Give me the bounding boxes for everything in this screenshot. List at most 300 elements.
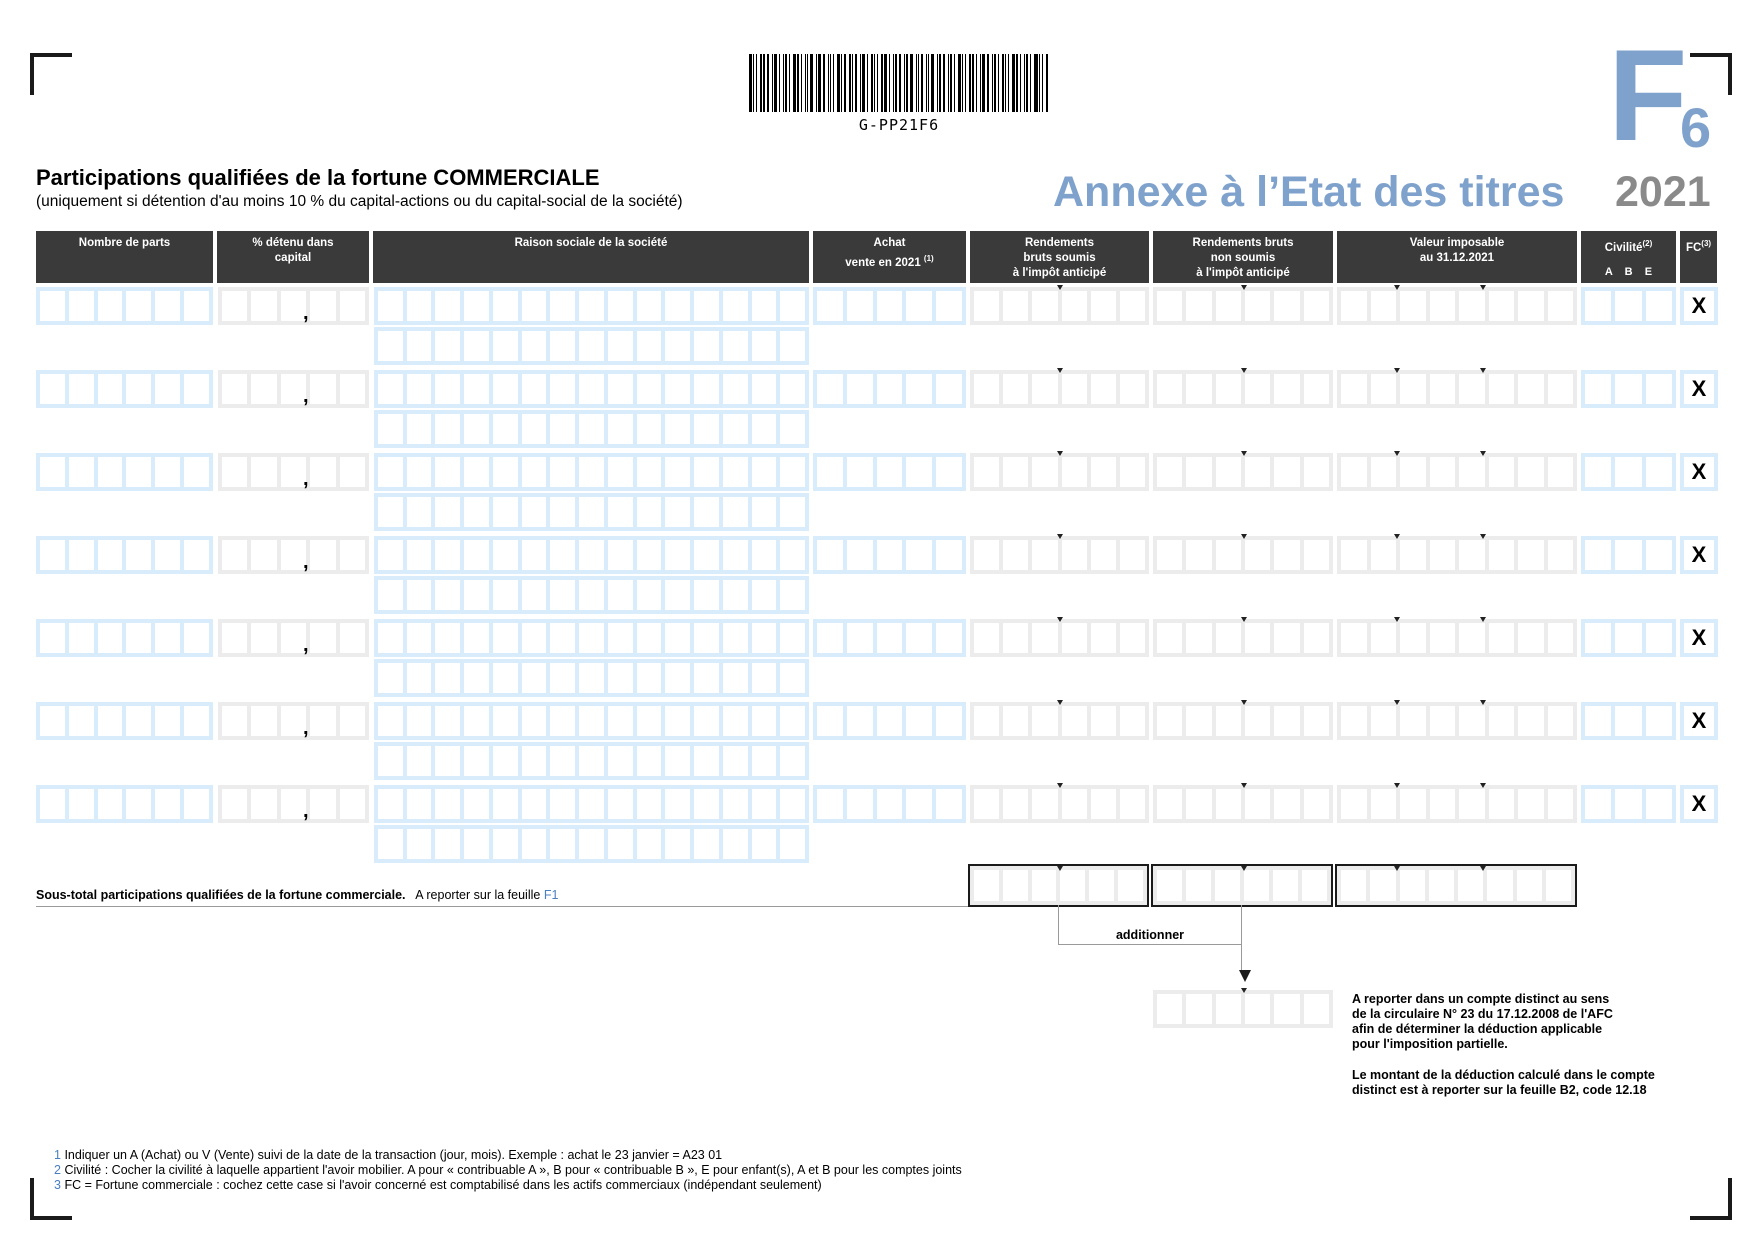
fc-checkbox[interactable]: X (1680, 287, 1718, 325)
raison-sociale-field-line1-cell[interactable] (579, 291, 604, 321)
nombre-parts-field-cell[interactable] (98, 706, 123, 736)
raison-sociale-field-line1-cell[interactable] (665, 457, 690, 487)
pct-capital-field-cell[interactable] (222, 623, 247, 653)
rendements-soumis-field[interactable] (970, 619, 1149, 657)
raison-sociale-field-line1-cell[interactable] (694, 623, 719, 653)
valeur-imposable-field-cell[interactable] (1518, 540, 1544, 570)
raison-sociale-field-line1-cell[interactable] (608, 457, 633, 487)
valeur-imposable-field-cell[interactable] (1371, 457, 1397, 487)
raison-sociale-field-line1-cell[interactable] (493, 706, 518, 736)
raison-sociale-field-line2-cell[interactable] (608, 414, 633, 444)
raison-sociale-field-line2-cell[interactable] (780, 331, 805, 361)
raison-sociale-field-line2-cell[interactable] (464, 331, 489, 361)
pct-capital-field-cell[interactable] (222, 374, 247, 404)
rendements-non-soumis-field-cell[interactable] (1245, 540, 1270, 570)
subtotal-valeur-imposable-field-cell[interactable] (1400, 870, 1425, 901)
raison-sociale-field-line1-cell[interactable] (579, 623, 604, 653)
nombre-parts-field-cell[interactable] (69, 789, 94, 819)
pct-capital-field-cell[interactable] (251, 789, 276, 819)
valeur-imposable-field-cell[interactable] (1548, 457, 1574, 487)
raison-sociale-field-line2-cell[interactable] (579, 663, 604, 693)
pct-capital-field-cell[interactable] (310, 623, 335, 653)
valeur-imposable-field-cell[interactable] (1518, 789, 1544, 819)
civilite-field[interactable] (1581, 287, 1676, 325)
subtotal-valeur-imposable-field-cell[interactable] (1429, 870, 1454, 901)
rendements-non-soumis-field-cell[interactable] (1274, 706, 1299, 736)
raison-sociale-field-line2-cell[interactable] (378, 414, 403, 444)
nombre-parts-field-cell[interactable] (126, 623, 151, 653)
civilite-field-cell[interactable] (1585, 789, 1611, 819)
subtotal-valeur-imposable-field-cell[interactable] (1517, 870, 1542, 901)
pct-capital-field-cell[interactable] (310, 291, 335, 321)
achat-vente-field-cell[interactable] (906, 457, 932, 487)
raison-sociale-field-line2-cell[interactable] (579, 497, 604, 527)
rendements-non-soumis-field-cell[interactable] (1186, 291, 1211, 321)
rendements-non-soumis-field-cell[interactable] (1304, 540, 1329, 570)
achat-vente-field-cell[interactable] (936, 291, 962, 321)
raison-sociale-field-line2-cell[interactable] (522, 829, 547, 859)
rendements-soumis-field[interactable] (970, 370, 1149, 408)
pct-capital-field-cell[interactable] (222, 540, 247, 570)
raison-sociale-field-line2-cell[interactable] (550, 829, 575, 859)
civilite-field-cell[interactable] (1646, 457, 1672, 487)
rendements-non-soumis-field-cell[interactable] (1304, 623, 1329, 653)
achat-vente-field-cell[interactable] (847, 789, 873, 819)
raison-sociale-field-line2-cell[interactable] (407, 829, 432, 859)
rendements-soumis-field[interactable] (970, 536, 1149, 574)
raison-sociale-field-line1-cell[interactable] (665, 374, 690, 404)
raison-sociale-field-line2-cell[interactable] (608, 746, 633, 776)
raison-sociale-field-line2-cell[interactable] (723, 497, 748, 527)
raison-sociale-field-line1-cell[interactable] (723, 291, 748, 321)
raison-sociale-field-line2-cell[interactable] (550, 497, 575, 527)
raison-sociale-field-line1-cell[interactable] (752, 374, 777, 404)
rendements-non-soumis-field[interactable] (1153, 702, 1333, 740)
valeur-imposable-field-cell[interactable] (1341, 457, 1367, 487)
rendements-soumis-field-cell[interactable] (974, 291, 999, 321)
achat-vente-field[interactable] (813, 702, 966, 740)
raison-sociale-field-line1-cell[interactable] (550, 374, 575, 404)
rendements-soumis-field-cell[interactable] (1062, 540, 1087, 570)
nombre-parts-field-cell[interactable] (40, 706, 65, 736)
valeur-imposable-field-cell[interactable] (1400, 457, 1426, 487)
rendements-soumis-field-cell[interactable] (1062, 706, 1087, 736)
raison-sociale-field-line1-cell[interactable] (579, 706, 604, 736)
achat-vente-field-cell[interactable] (847, 706, 873, 736)
raison-sociale-field-line1-cell[interactable] (665, 291, 690, 321)
valeur-imposable-field-cell[interactable] (1371, 789, 1397, 819)
additionner-result-field-cell[interactable] (1157, 994, 1182, 1024)
raison-sociale-field-line2-cell[interactable] (694, 580, 719, 610)
achat-vente-field-cell[interactable] (906, 623, 932, 653)
raison-sociale-field-line1-cell[interactable] (407, 706, 432, 736)
raison-sociale-field-line1-cell[interactable] (665, 540, 690, 570)
raison-sociale-field-line1-cell[interactable] (522, 291, 547, 321)
rendements-soumis-field-cell[interactable] (1091, 540, 1116, 570)
nombre-parts-field-cell[interactable] (155, 374, 180, 404)
raison-sociale-field-line2[interactable] (374, 659, 809, 697)
valeur-imposable-field-cell[interactable] (1459, 623, 1485, 653)
achat-vente-field-cell[interactable] (817, 457, 843, 487)
rendements-non-soumis-field-cell[interactable] (1216, 374, 1241, 404)
fc-checkbox[interactable]: X (1680, 370, 1718, 408)
raison-sociale-field-line1-cell[interactable] (464, 457, 489, 487)
raison-sociale-field-line1-cell[interactable] (378, 457, 403, 487)
raison-sociale-field-line1-cell[interactable] (464, 540, 489, 570)
rendements-soumis-field-cell[interactable] (1032, 540, 1057, 570)
valeur-imposable-field-cell[interactable] (1430, 374, 1456, 404)
achat-vente-field-cell[interactable] (906, 291, 932, 321)
achat-vente-field-cell[interactable] (847, 457, 873, 487)
rendements-non-soumis-field-cell[interactable] (1186, 623, 1211, 653)
rendements-soumis-field-cell[interactable] (974, 706, 999, 736)
nombre-parts-field-cell[interactable] (98, 540, 123, 570)
raison-sociale-field-line1-cell[interactable] (608, 540, 633, 570)
subtotal-rendements-non-soumis-field-cell[interactable] (1215, 870, 1240, 901)
valeur-imposable-field-cell[interactable] (1518, 706, 1544, 736)
subtotal-rendements-soumis-field-cell[interactable] (1089, 870, 1114, 901)
rendements-non-soumis-field-cell[interactable] (1216, 789, 1241, 819)
nombre-parts-field-cell[interactable] (126, 789, 151, 819)
raison-sociale-field-line1-cell[interactable] (464, 623, 489, 653)
valeur-imposable-field-cell[interactable] (1430, 623, 1456, 653)
raison-sociale-field-line2-cell[interactable] (637, 580, 662, 610)
nombre-parts-field-cell[interactable] (184, 291, 209, 321)
achat-vente-field-cell[interactable] (936, 623, 962, 653)
raison-sociale-field-line1-cell[interactable] (780, 789, 805, 819)
raison-sociale-field-line1-cell[interactable] (694, 540, 719, 570)
rendements-soumis-field-cell[interactable] (1032, 457, 1057, 487)
raison-sociale-field-line2-cell[interactable] (407, 414, 432, 444)
civilite-field[interactable] (1581, 702, 1676, 740)
raison-sociale-field-line2-cell[interactable] (407, 663, 432, 693)
rendements-non-soumis-field-cell[interactable] (1274, 540, 1299, 570)
achat-vente-field-cell[interactable] (877, 374, 903, 404)
pct-capital-field[interactable] (218, 287, 369, 325)
rendements-soumis-field-cell[interactable] (1120, 540, 1145, 570)
nombre-parts-field-cell[interactable] (69, 291, 94, 321)
rendements-non-soumis-field[interactable] (1153, 536, 1333, 574)
rendements-non-soumis-field-cell[interactable] (1245, 374, 1270, 404)
raison-sociale-field-line2-cell[interactable] (522, 580, 547, 610)
raison-sociale-field-line2-cell[interactable] (464, 497, 489, 527)
rendements-soumis-field-cell[interactable] (1032, 623, 1057, 653)
rendements-soumis-field[interactable] (970, 453, 1149, 491)
civilite-field-cell[interactable] (1646, 623, 1672, 653)
achat-vente-field[interactable] (813, 287, 966, 325)
nombre-parts-field[interactable] (36, 619, 213, 657)
raison-sociale-field-line2-cell[interactable] (464, 580, 489, 610)
nombre-parts-field-cell[interactable] (184, 623, 209, 653)
pct-capital-field-cell[interactable] (222, 789, 247, 819)
rendements-soumis-field[interactable] (970, 702, 1149, 740)
rendements-non-soumis-field-cell[interactable] (1157, 706, 1182, 736)
civilite-field-cell[interactable] (1615, 706, 1641, 736)
raison-sociale-field-line1-cell[interactable] (637, 291, 662, 321)
raison-sociale-field-line2-cell[interactable] (407, 746, 432, 776)
raison-sociale-field-line2-cell[interactable] (493, 829, 518, 859)
rendements-soumis-field-cell[interactable] (974, 623, 999, 653)
subtotal-rendements-non-soumis-field-cell[interactable] (1186, 870, 1211, 901)
subtotal-rendements-soumis-field-cell[interactable] (1032, 870, 1057, 901)
rendements-soumis-field-cell[interactable] (1120, 374, 1145, 404)
pct-capital-field[interactable] (218, 785, 369, 823)
nombre-parts-field-cell[interactable] (98, 623, 123, 653)
nombre-parts-field-cell[interactable] (98, 789, 123, 819)
subtotal-rendements-non-soumis-field-cell[interactable] (1273, 870, 1298, 901)
valeur-imposable-field-cell[interactable] (1371, 706, 1397, 736)
nombre-parts-field-cell[interactable] (69, 706, 94, 736)
raison-sociale-field-line2-cell[interactable] (464, 414, 489, 444)
raison-sociale-field-line1-cell[interactable] (493, 540, 518, 570)
raison-sociale-field-line1-cell[interactable] (780, 540, 805, 570)
valeur-imposable-field-cell[interactable] (1459, 291, 1485, 321)
valeur-imposable-field-cell[interactable] (1400, 789, 1426, 819)
raison-sociale-field-line1-cell[interactable] (522, 540, 547, 570)
nombre-parts-field-cell[interactable] (98, 457, 123, 487)
achat-vente-field-cell[interactable] (817, 789, 843, 819)
fc-checkbox[interactable]: X (1680, 619, 1718, 657)
raison-sociale-field-line1-cell[interactable] (407, 623, 432, 653)
achat-vente-field-cell[interactable] (847, 374, 873, 404)
raison-sociale-field-line2-cell[interactable] (579, 331, 604, 361)
valeur-imposable-field-cell[interactable] (1459, 540, 1485, 570)
raison-sociale-field-line1-cell[interactable] (579, 789, 604, 819)
raison-sociale-field-line2-cell[interactable] (550, 663, 575, 693)
valeur-imposable-field-cell[interactable] (1459, 706, 1485, 736)
rendements-soumis-field[interactable] (970, 785, 1149, 823)
rendements-soumis-field-cell[interactable] (1091, 789, 1116, 819)
raison-sociale-field-line2-cell[interactable] (608, 663, 633, 693)
civilite-field-cell[interactable] (1585, 374, 1611, 404)
nombre-parts-field-cell[interactable] (98, 374, 123, 404)
rendements-soumis-field-cell[interactable] (1003, 706, 1028, 736)
raison-sociale-field-line1-cell[interactable] (752, 623, 777, 653)
valeur-imposable-field-cell[interactable] (1548, 374, 1574, 404)
nombre-parts-field-cell[interactable] (184, 374, 209, 404)
rendements-soumis-field-cell[interactable] (1003, 291, 1028, 321)
raison-sociale-field-line1-cell[interactable] (780, 706, 805, 736)
rendements-non-soumis-field-cell[interactable] (1274, 789, 1299, 819)
rendements-soumis-field-cell[interactable] (1032, 374, 1057, 404)
rendements-soumis-field-cell[interactable] (1120, 291, 1145, 321)
valeur-imposable-field-cell[interactable] (1371, 374, 1397, 404)
pct-capital-field[interactable] (218, 453, 369, 491)
raison-sociale-field-line2-cell[interactable] (550, 331, 575, 361)
nombre-parts-field-cell[interactable] (126, 457, 151, 487)
raison-sociale-field-line2-cell[interactable] (780, 580, 805, 610)
raison-sociale-field-line2-cell[interactable] (694, 497, 719, 527)
raison-sociale-field-line1-cell[interactable] (464, 374, 489, 404)
raison-sociale-field-line1-cell[interactable] (723, 374, 748, 404)
valeur-imposable-field-cell[interactable] (1489, 291, 1515, 321)
rendements-non-soumis-field-cell[interactable] (1157, 789, 1182, 819)
raison-sociale-field-line1-cell[interactable] (493, 789, 518, 819)
valeur-imposable-field-cell[interactable] (1548, 789, 1574, 819)
raison-sociale-field-line2-cell[interactable] (608, 580, 633, 610)
achat-vente-field-cell[interactable] (817, 291, 843, 321)
pct-capital-field-cell[interactable] (340, 374, 365, 404)
rendements-soumis-field-cell[interactable] (1032, 291, 1057, 321)
raison-sociale-field-line2-cell[interactable] (637, 414, 662, 444)
achat-vente-field-cell[interactable] (906, 374, 932, 404)
raison-sociale-field-line1-cell[interactable] (407, 457, 432, 487)
rendements-soumis-field-cell[interactable] (974, 457, 999, 487)
civilite-field-cell[interactable] (1585, 540, 1611, 570)
additionner-result-field-cell[interactable] (1186, 994, 1211, 1024)
raison-sociale-field-line2-cell[interactable] (694, 663, 719, 693)
raison-sociale-field-line1-cell[interactable] (694, 291, 719, 321)
rendements-soumis-field[interactable] (970, 287, 1149, 325)
rendements-non-soumis-field-cell[interactable] (1216, 706, 1241, 736)
nombre-parts-field-cell[interactable] (184, 540, 209, 570)
rendements-soumis-field-cell[interactable] (1003, 457, 1028, 487)
nombre-parts-field-cell[interactable] (40, 789, 65, 819)
valeur-imposable-field-cell[interactable] (1489, 540, 1515, 570)
raison-sociale-field-line1-cell[interactable] (378, 789, 403, 819)
rendements-soumis-field-cell[interactable] (1120, 789, 1145, 819)
rendements-non-soumis-field-cell[interactable] (1157, 623, 1182, 653)
raison-sociale-field-line1-cell[interactable] (522, 623, 547, 653)
achat-vente-field-cell[interactable] (906, 706, 932, 736)
raison-sociale-field-line1-cell[interactable] (780, 457, 805, 487)
rendements-non-soumis-field[interactable] (1153, 453, 1333, 491)
raison-sociale-field-line2-cell[interactable] (637, 663, 662, 693)
raison-sociale-field-line2-cell[interactable] (579, 829, 604, 859)
raison-sociale-field-line1-cell[interactable] (493, 374, 518, 404)
raison-sociale-field-line2-cell[interactable] (550, 580, 575, 610)
rendements-non-soumis-field-cell[interactable] (1274, 623, 1299, 653)
raison-sociale-field-line2-cell[interactable] (407, 580, 432, 610)
raison-sociale-field-line2-cell[interactable] (723, 663, 748, 693)
rendements-soumis-field-cell[interactable] (1091, 706, 1116, 736)
nombre-parts-field-cell[interactable] (184, 789, 209, 819)
subtotal-rendements-soumis-field-cell[interactable] (1003, 870, 1028, 901)
valeur-imposable-field-cell[interactable] (1400, 374, 1426, 404)
nombre-parts-field-cell[interactable] (155, 457, 180, 487)
nombre-parts-field-cell[interactable] (69, 540, 94, 570)
rendements-non-soumis-field-cell[interactable] (1186, 706, 1211, 736)
rendements-non-soumis-field[interactable] (1153, 287, 1333, 325)
rendements-non-soumis-field-cell[interactable] (1304, 706, 1329, 736)
raison-sociale-field-line1-cell[interactable] (435, 291, 460, 321)
raison-sociale-field-line2-cell[interactable] (378, 746, 403, 776)
pct-capital-field[interactable] (218, 702, 369, 740)
raison-sociale-field-line1-cell[interactable] (378, 291, 403, 321)
pct-capital-field-cell[interactable] (310, 706, 335, 736)
fc-checkbox[interactable]: X (1680, 785, 1718, 823)
raison-sociale-field-line1-cell[interactable] (752, 291, 777, 321)
raison-sociale-field-line1-cell[interactable] (780, 291, 805, 321)
raison-sociale-field-line2-cell[interactable] (407, 331, 432, 361)
valeur-imposable-field-cell[interactable] (1400, 291, 1426, 321)
raison-sociale-field-line1-cell[interactable] (493, 623, 518, 653)
valeur-imposable-field-cell[interactable] (1459, 457, 1485, 487)
raison-sociale-field-line1-cell[interactable] (752, 457, 777, 487)
raison-sociale-field-line2-cell[interactable] (435, 663, 460, 693)
raison-sociale-field-line1-cell[interactable] (435, 457, 460, 487)
pct-capital-field-cell[interactable] (251, 540, 276, 570)
raison-sociale-field-line1[interactable] (374, 536, 809, 574)
subtotal-rendements-soumis-field-cell[interactable] (974, 870, 999, 901)
raison-sociale-field-line2-cell[interactable] (579, 414, 604, 444)
raison-sociale-field-line2-cell[interactable] (752, 829, 777, 859)
raison-sociale-field-line1-cell[interactable] (723, 706, 748, 736)
subtotal-rendements-soumis-field-cell[interactable] (1118, 870, 1143, 901)
rendements-soumis-field-cell[interactable] (1003, 789, 1028, 819)
raison-sociale-field-line2-cell[interactable] (694, 331, 719, 361)
rendements-non-soumis-field-cell[interactable] (1157, 457, 1182, 487)
raison-sociale-field-line1-cell[interactable] (608, 623, 633, 653)
raison-sociale-field-line1[interactable] (374, 287, 809, 325)
raison-sociale-field-line2[interactable] (374, 327, 809, 365)
rendements-soumis-field-cell[interactable] (1032, 706, 1057, 736)
raison-sociale-field-line2-cell[interactable] (522, 331, 547, 361)
raison-sociale-field-line2-cell[interactable] (435, 829, 460, 859)
civilite-field-cell[interactable] (1646, 789, 1672, 819)
raison-sociale-field-line2-cell[interactable] (637, 331, 662, 361)
fc-checkbox[interactable]: X (1680, 702, 1718, 740)
valeur-imposable-field[interactable] (1337, 619, 1577, 657)
raison-sociale-field-line2-cell[interactable] (378, 663, 403, 693)
subtotal-rendements-soumis-field-cell[interactable] (1060, 870, 1085, 901)
raison-sociale-field-line1[interactable] (374, 702, 809, 740)
raison-sociale-field-line2-cell[interactable] (550, 414, 575, 444)
raison-sociale-field-line1-cell[interactable] (694, 374, 719, 404)
raison-sociale-field-line2-cell[interactable] (522, 663, 547, 693)
pct-capital-field-cell[interactable] (251, 457, 276, 487)
rendements-soumis-field-cell[interactable] (1062, 374, 1087, 404)
nombre-parts-field[interactable] (36, 287, 213, 325)
raison-sociale-field-line2-cell[interactable] (435, 746, 460, 776)
raison-sociale-field-line1-cell[interactable] (522, 789, 547, 819)
valeur-imposable-field-cell[interactable] (1430, 540, 1456, 570)
nombre-parts-field-cell[interactable] (69, 457, 94, 487)
rendements-non-soumis-field-cell[interactable] (1245, 706, 1270, 736)
valeur-imposable-field-cell[interactable] (1489, 374, 1515, 404)
nombre-parts-field[interactable] (36, 785, 213, 823)
rendements-soumis-field-cell[interactable] (974, 789, 999, 819)
subtotal-valeur-imposable-field-cell[interactable] (1546, 870, 1571, 901)
raison-sociale-field-line1-cell[interactable] (493, 457, 518, 487)
subtotal-valeur-imposable-field-cell[interactable] (1370, 870, 1395, 901)
subtotal-valeur-imposable-field-cell[interactable] (1458, 870, 1483, 901)
pct-capital-field[interactable] (218, 536, 369, 574)
valeur-imposable-field-cell[interactable] (1341, 291, 1367, 321)
raison-sociale-field-line1-cell[interactable] (665, 706, 690, 736)
raison-sociale-field-line1-cell[interactable] (435, 540, 460, 570)
raison-sociale-field-line2-cell[interactable] (435, 497, 460, 527)
valeur-imposable-field-cell[interactable] (1341, 374, 1367, 404)
raison-sociale-field-line2-cell[interactable] (579, 746, 604, 776)
achat-vente-field-cell[interactable] (877, 457, 903, 487)
nombre-parts-field[interactable] (36, 702, 213, 740)
raison-sociale-field-line2-cell[interactable] (378, 580, 403, 610)
pct-capital-field[interactable] (218, 370, 369, 408)
raison-sociale-field-line2-cell[interactable] (780, 414, 805, 444)
rendements-soumis-field-cell[interactable] (1032, 789, 1057, 819)
valeur-imposable-field-cell[interactable] (1430, 457, 1456, 487)
rendements-non-soumis-field-cell[interactable] (1186, 540, 1211, 570)
raison-sociale-field-line2-cell[interactable] (493, 746, 518, 776)
raison-sociale-field-line2-cell[interactable] (522, 414, 547, 444)
nombre-parts-field-cell[interactable] (155, 540, 180, 570)
raison-sociale-field-line2-cell[interactable] (694, 829, 719, 859)
raison-sociale-field-line1-cell[interactable] (378, 374, 403, 404)
rendements-non-soumis-field-cell[interactable] (1245, 291, 1270, 321)
nombre-parts-field-cell[interactable] (184, 457, 209, 487)
valeur-imposable-field-cell[interactable] (1400, 623, 1426, 653)
